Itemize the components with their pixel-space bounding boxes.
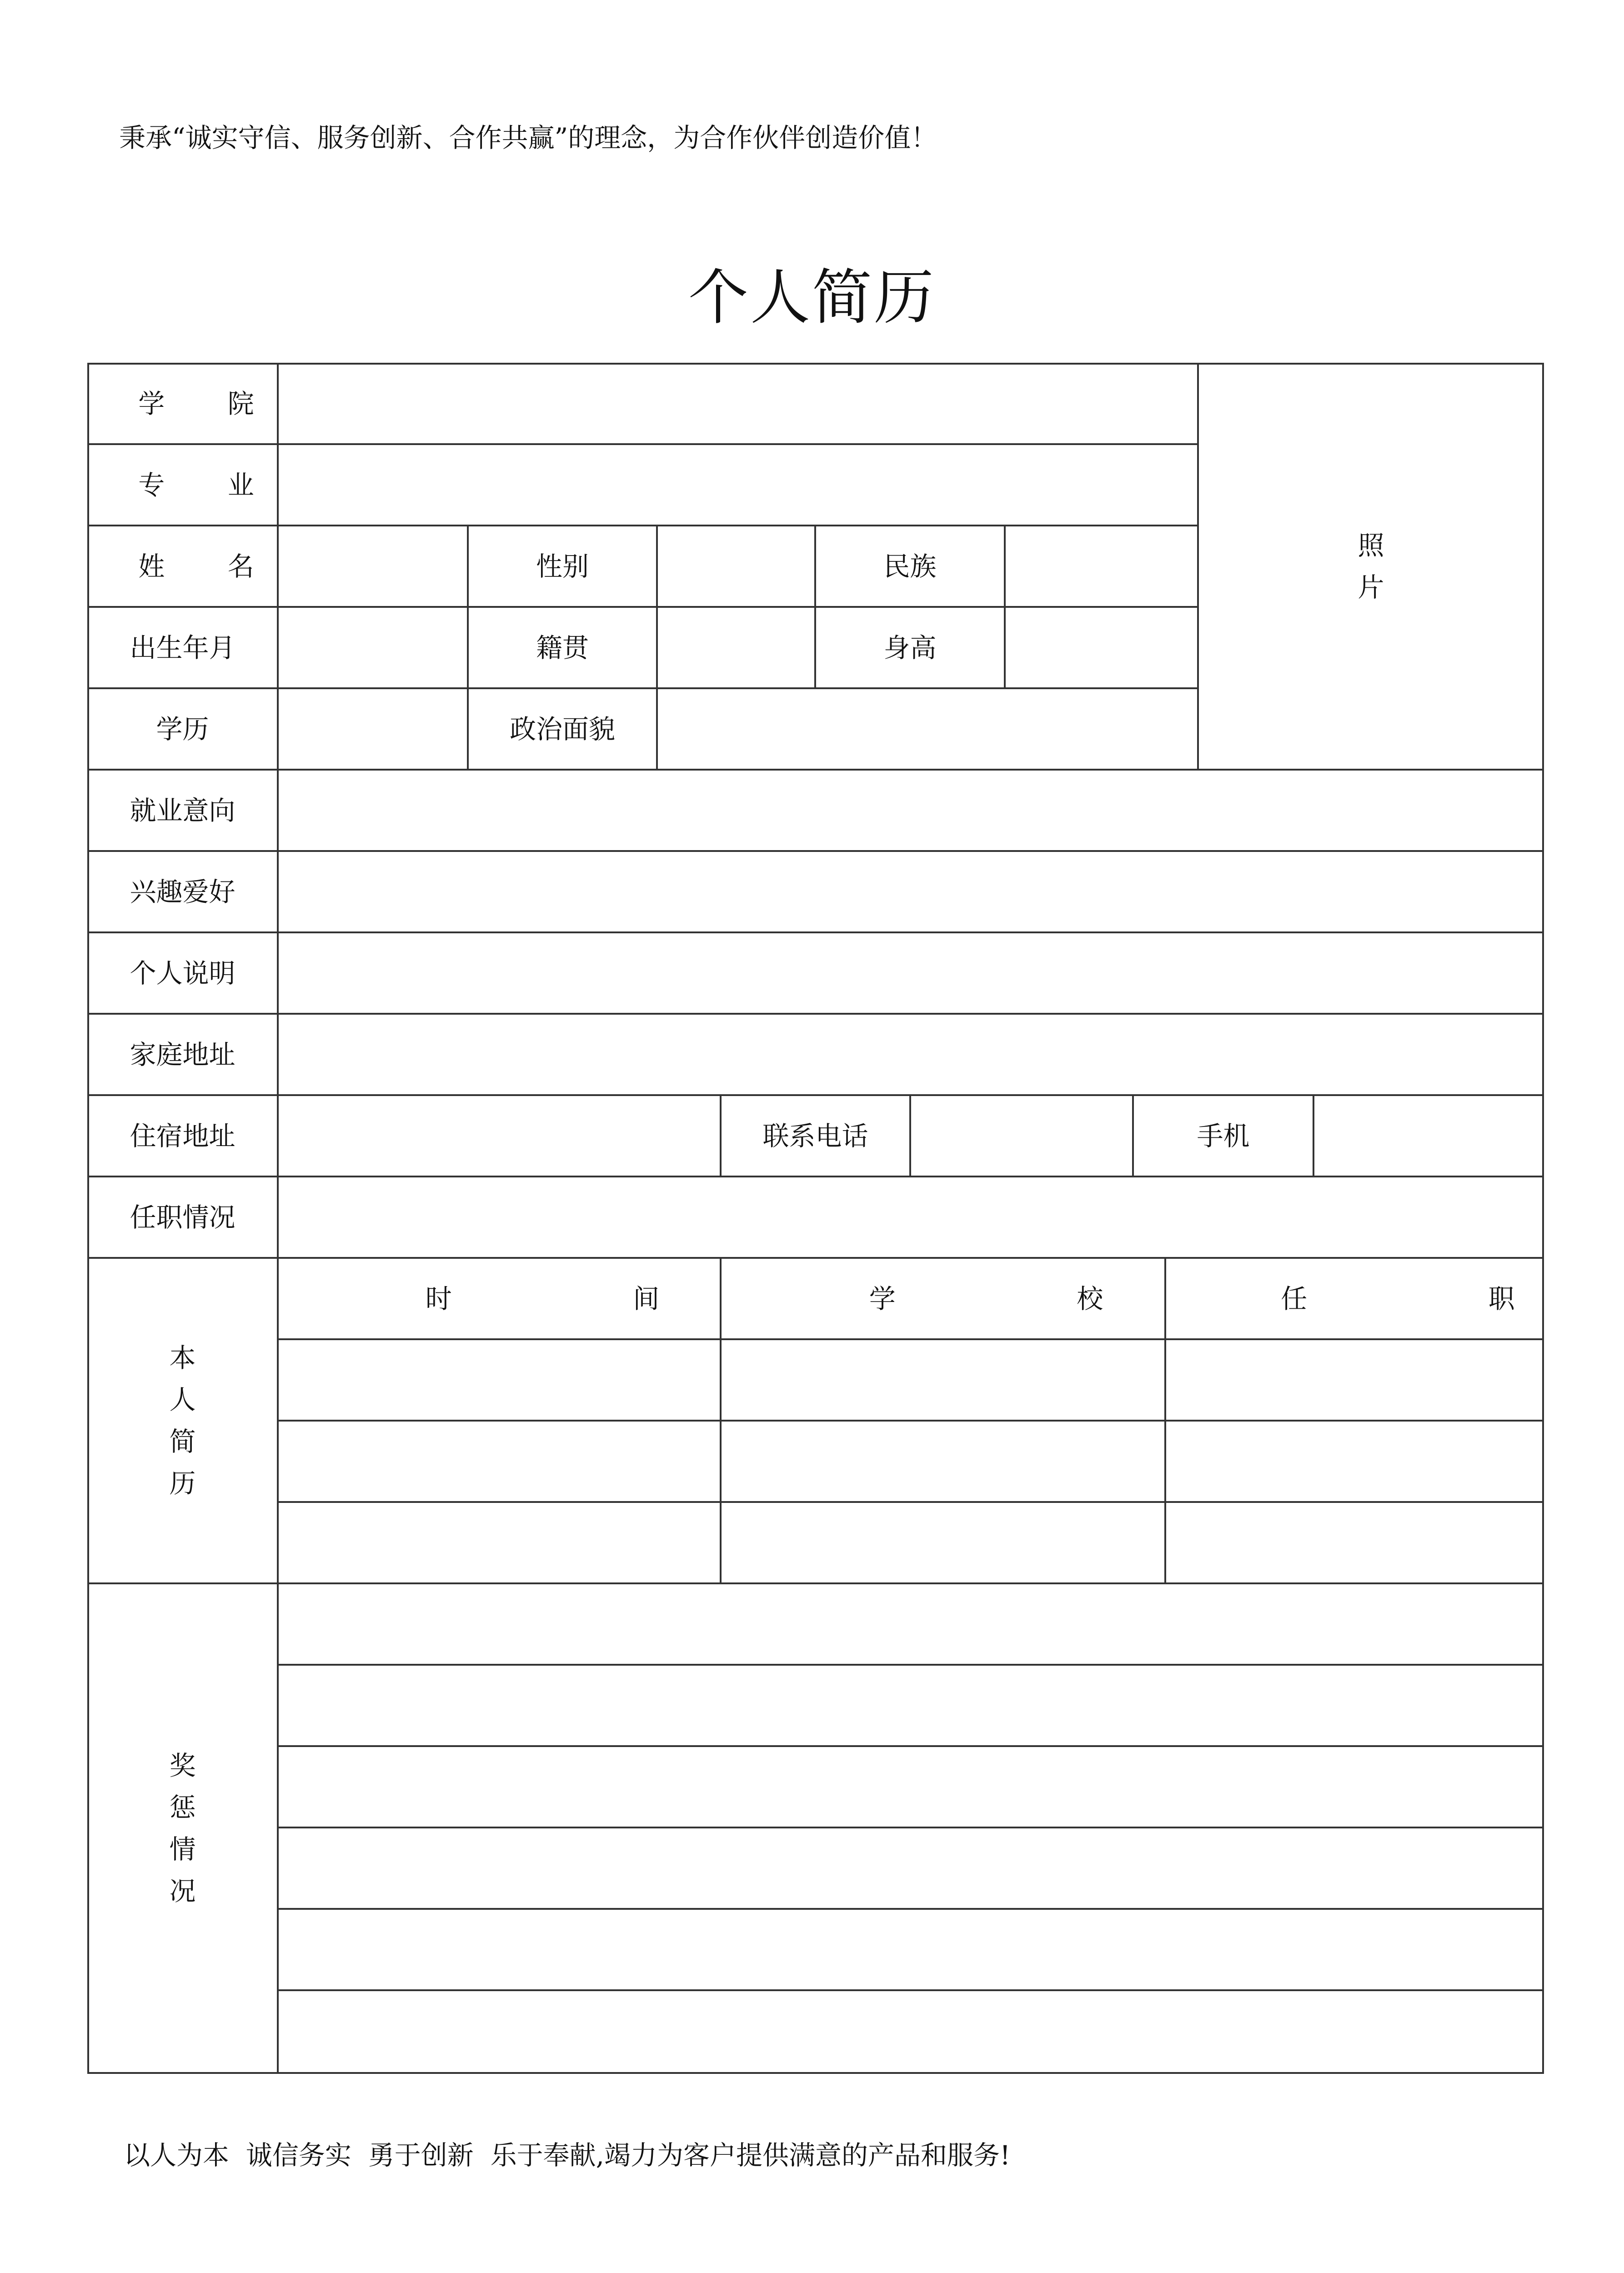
awards-row-field[interactable] bbox=[278, 1827, 1544, 1909]
major-field[interactable] bbox=[278, 444, 1198, 526]
phone-field[interactable] bbox=[910, 1095, 1133, 1177]
dorm-address-field[interactable] bbox=[278, 1095, 721, 1177]
political-status-field[interactable] bbox=[657, 688, 1198, 770]
home-address-field[interactable] bbox=[278, 1014, 1544, 1095]
personal-statement-label: 个人说明 bbox=[130, 957, 236, 989]
name-label: 姓 名 bbox=[138, 551, 281, 582]
name-field[interactable] bbox=[278, 526, 468, 607]
education-field[interactable] bbox=[278, 688, 468, 770]
height-label: 身高 bbox=[883, 632, 937, 663]
height-field[interactable] bbox=[1005, 607, 1198, 688]
resume-label-char: 简 bbox=[169, 1426, 196, 1457]
college-label: 学 院 bbox=[138, 388, 281, 419]
awards-section-label bbox=[87, 1583, 278, 2073]
resume-time-cell[interactable] bbox=[278, 1502, 721, 1583]
awards-label-char: 况 bbox=[169, 1875, 196, 1907]
photo-box[interactable] bbox=[1198, 363, 1544, 770]
mobile-label: 手机 bbox=[1197, 1120, 1250, 1152]
hobbies-field[interactable] bbox=[278, 851, 1544, 932]
resume-label-char: 人 bbox=[169, 1384, 196, 1415]
resume-position-cell[interactable] bbox=[1165, 1502, 1544, 1583]
awards-row-field[interactable] bbox=[278, 1746, 1544, 1827]
resume-school-cell[interactable] bbox=[721, 1339, 1165, 1421]
awards-label-char: 奖 bbox=[169, 1750, 196, 1781]
birth-date-field[interactable] bbox=[278, 607, 468, 688]
positions-label: 任职情况 bbox=[130, 1202, 236, 1233]
resume-school-cell[interactable] bbox=[721, 1502, 1165, 1583]
phone-label: 联系电话 bbox=[762, 1120, 868, 1152]
hobbies-label: 兴趣爱好 bbox=[130, 876, 236, 907]
personal-statement-field[interactable] bbox=[278, 932, 1544, 1014]
job-intention-field[interactable] bbox=[278, 770, 1544, 851]
dorm-address-label: 住宿地址 bbox=[130, 1120, 236, 1152]
positions-field[interactable] bbox=[278, 1177, 1544, 1258]
awards-label-char: 情 bbox=[169, 1833, 196, 1865]
education-label: 学历 bbox=[156, 713, 209, 745]
birth-date-label: 出生年月 bbox=[130, 632, 236, 663]
major-label: 专 业 bbox=[138, 469, 281, 501]
resume-label-char: 本 bbox=[169, 1342, 196, 1373]
mobile-field[interactable] bbox=[1313, 1095, 1544, 1177]
job-intention-label: 就业意向 bbox=[130, 795, 236, 826]
resume-form-table bbox=[87, 363, 1601, 2074]
resume-position-cell[interactable] bbox=[1165, 1339, 1544, 1421]
resume-position-cell[interactable] bbox=[1165, 1421, 1544, 1502]
ethnicity-field[interactable] bbox=[1005, 526, 1198, 607]
resume-column-position: 任 职 bbox=[1281, 1283, 1601, 1314]
photo-label-char: 片 bbox=[1358, 571, 1384, 603]
resume-time-cell[interactable] bbox=[278, 1421, 721, 1502]
resume-column-school: 学 校 bbox=[869, 1283, 1190, 1314]
college-field[interactable] bbox=[278, 363, 1198, 444]
footer-motto: 以人为本 诚信务实 勇于创新 乐于奉献,竭力为客户提供满意的产品和服务! bbox=[124, 2140, 1011, 2171]
ethnicity-label: 民族 bbox=[883, 551, 937, 582]
awards-row-field[interactable] bbox=[278, 1583, 1544, 1665]
resume-section-label bbox=[87, 1258, 278, 1583]
native-place-field[interactable] bbox=[657, 607, 815, 688]
photo-label-char: 照 bbox=[1358, 530, 1384, 561]
resume-label-char: 历 bbox=[169, 1468, 196, 1499]
resume-column-time: 时 间 bbox=[425, 1283, 746, 1314]
page-title: 个人简历 bbox=[688, 263, 936, 333]
header-motto: 秉承“诚实守信、服务创新、合作共赢”的理念，为合作伙伴创造价值！ bbox=[119, 122, 937, 153]
political-status-label: 政治面貌 bbox=[509, 713, 615, 745]
awards-row-field[interactable] bbox=[278, 1909, 1544, 1990]
resume-time-cell[interactable] bbox=[278, 1339, 721, 1421]
awards-row-field[interactable] bbox=[278, 1990, 1544, 2073]
home-address-label: 家庭地址 bbox=[130, 1039, 236, 1070]
resume-school-cell[interactable] bbox=[721, 1421, 1165, 1502]
native-place-label: 籍贯 bbox=[536, 632, 589, 663]
gender-field[interactable] bbox=[657, 526, 815, 607]
awards-label-char: 惩 bbox=[169, 1792, 196, 1823]
awards-row-field[interactable] bbox=[278, 1665, 1544, 1746]
gender-label: 性别 bbox=[536, 551, 589, 582]
